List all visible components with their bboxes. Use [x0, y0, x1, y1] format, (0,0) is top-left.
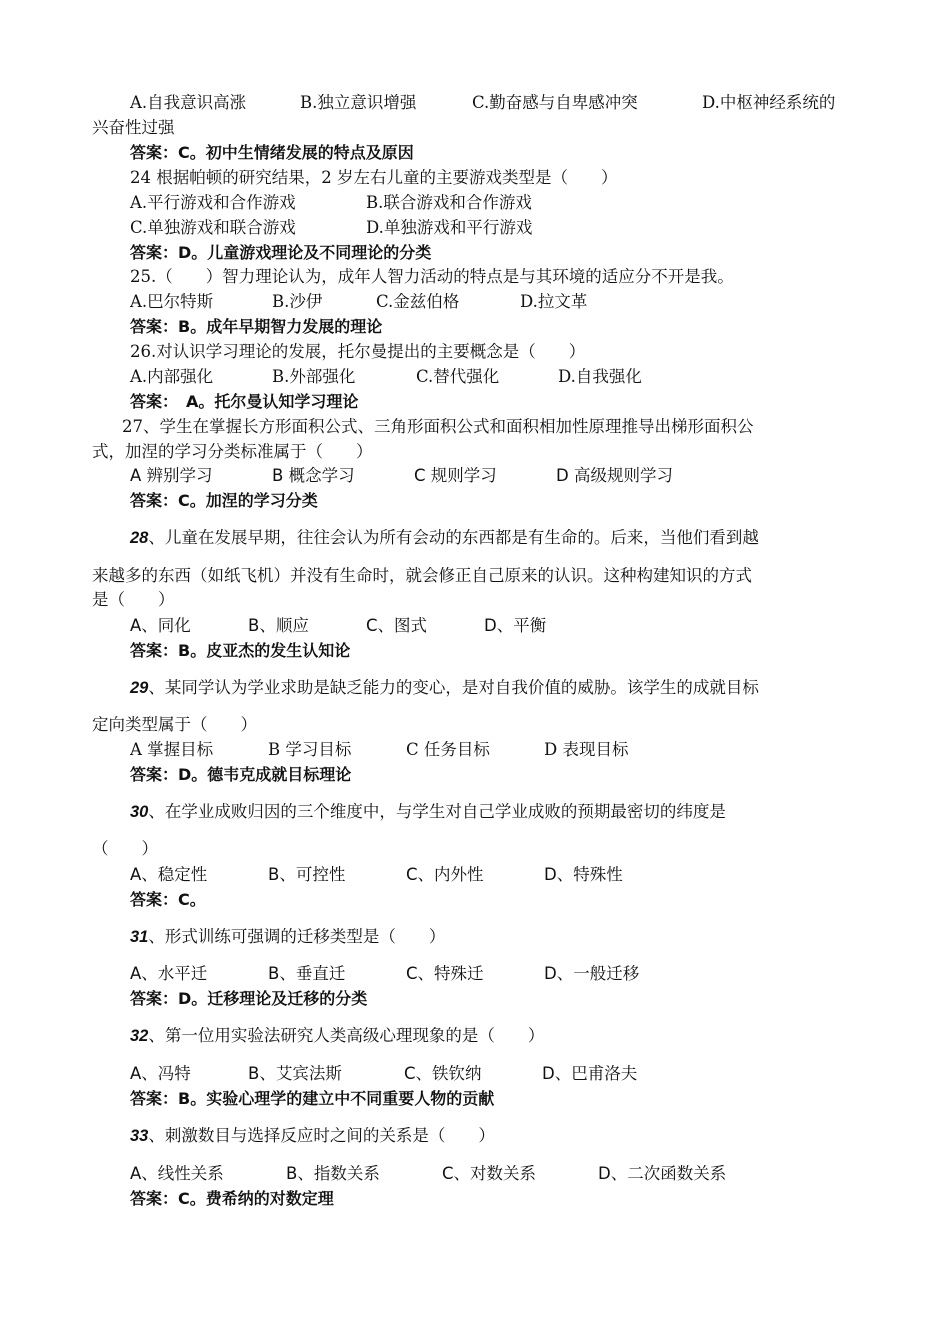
q23-option-c: C.勤奋感与自卑感冲突 — [472, 93, 638, 112]
q25-option-b: B.沙伊 — [272, 292, 323, 311]
q29-option-c: C 任务目标 — [406, 740, 490, 759]
q31-option-b: B、垂直迁 — [268, 964, 346, 983]
q29-answer: 答案：D。德韦克成就目标理论 — [130, 765, 352, 784]
q24-option-d: D.单独游戏和平行游戏 — [366, 218, 533, 237]
q28-stem-line3: 是（ ） — [92, 590, 175, 609]
q25-answer: 答案：B。成年早期智力发展的理论 — [130, 317, 383, 336]
q26-option-a: A.内部强化 — [130, 367, 214, 386]
q27-answer: 答案：C。加涅的学习分类 — [130, 491, 318, 510]
q27-option-c: C 规则学习 — [414, 466, 497, 485]
q29-stem-text: 、某同学认为学业求助是缺乏能力的变心，是对自我价值的威胁。该学生的成就目标 — [148, 678, 759, 697]
q30-option-c: C、内外性 — [406, 865, 484, 884]
q32-stem-line1 — [130, 1025, 544, 1047]
q27-option-b: B 概念学习 — [272, 466, 355, 485]
q31-stem-text: 、形式训练可强调的迁移类型是（ ） — [148, 927, 446, 946]
q28-option-c: C、图式 — [366, 616, 428, 635]
q30-stem-line1 — [130, 801, 726, 823]
q31-option-c: C、特殊迁 — [406, 964, 484, 983]
q30-number: 30 — [130, 803, 149, 821]
q32-option-a: A、冯特 — [130, 1064, 191, 1083]
q32-option-c: C、铁钦纳 — [404, 1064, 482, 1083]
q24-option-b: B.联合游戏和合作游戏 — [366, 193, 532, 212]
q26-answer: 答案： A。托尔曼认知学习理论 — [130, 392, 359, 411]
q32-option-b: B、艾宾法斯 — [248, 1064, 342, 1083]
q33-number: 33 — [130, 1127, 149, 1145]
q27-option-d: D 高级规则学习 — [556, 466, 673, 485]
q23-option-a: A.自我意识高涨 — [130, 93, 247, 112]
q23-option-d-continuation: 兴奋性过强 — [92, 118, 175, 137]
q26-option-c: C.替代强化 — [416, 367, 500, 386]
q27-stem-line2: 式，加涅的学习分类标准属于（ ） — [92, 442, 373, 461]
q29-stem-line1 — [130, 677, 759, 699]
q33-answer: 答案：C。费希纳的对数定理 — [130, 1189, 334, 1208]
q29-option-b: B 学习目标 — [268, 740, 352, 759]
q26-stem: 26.对认识学习理论的发展，托尔曼提出的主要概念是（ ） — [130, 342, 586, 361]
q28-answer: 答案：B。皮亚杰的发生认知论 — [130, 641, 351, 660]
q32-option-d: D、巴甫洛夫 — [542, 1064, 638, 1083]
q25-stem: 25.（ ）智力理论认为，成年人智力活动的特点是与其环境的适应分不开是我。 — [130, 267, 734, 286]
q31-number: 31 — [130, 928, 149, 946]
q32-answer: 答案：B。实验心理学的建立中不同重要人物的贡献 — [130, 1089, 495, 1108]
q25-option-c: C.金兹伯格 — [376, 292, 460, 311]
q23-answer: 答案：C。初中生情绪发展的特点及原因 — [130, 143, 414, 162]
q29-option-a: A 掌握目标 — [130, 740, 214, 759]
q28-stem-line1 — [130, 527, 759, 549]
q24-answer: 答案：D。儿童游戏理论及不同理论的分类 — [130, 243, 432, 262]
q33-option-d: D、二次函数关系 — [598, 1164, 727, 1183]
q28-option-b: B、顺应 — [248, 616, 309, 635]
q28-stem-line2: 来越多的东西（如纸飞机）并没有生命时，就会修正自己原来的认识。这种构建知识的方式 — [92, 566, 752, 585]
q30-stem-line2: （ ） — [92, 839, 158, 858]
q30-answer: 答案：C。 — [130, 890, 206, 909]
q33-option-a: A、线性关系 — [130, 1164, 224, 1183]
q29-stem-line2: 定向类型属于（ ） — [92, 715, 257, 734]
q29-number: 29 — [130, 679, 149, 697]
q33-stem-text: 、刺激数目与选择反应时之间的关系是（ ） — [148, 1126, 495, 1145]
q28-stem-text: 、儿童在发展早期，往往会认为所有会动的东西都是有生命的。后来，当他们看到越 — [148, 528, 759, 547]
q31-stem-line1 — [130, 926, 445, 948]
q31-option-d: D、一般迁移 — [544, 964, 640, 983]
q31-option-a: A、水平迁 — [130, 964, 208, 983]
q33-option-c: C、对数关系 — [442, 1164, 537, 1183]
q23-option-d: D.中枢神经系统的 — [702, 93, 836, 112]
q25-option-d: D.拉文革 — [520, 292, 588, 311]
q29-option-d: D 表现目标 — [544, 740, 629, 759]
q27-option-a: A 辨别学习 — [130, 466, 213, 485]
q25-option-a: A.巴尔特斯 — [130, 292, 214, 311]
q27-stem-line1: 27、学生在掌握长方形面积公式、三角形面积公式和面积相加性原理推导出梯形面积公 — [122, 417, 754, 436]
q33-stem-line1 — [130, 1125, 495, 1147]
q32-stem-text: 、第一位用实验法研究人类高级心理现象的是（ ） — [148, 1026, 545, 1045]
q28-number: 28 — [130, 529, 149, 547]
q24-option-c: C.单独游戏和联合游戏 — [130, 218, 296, 237]
q23-option-b: B.独立意识增强 — [300, 93, 417, 112]
q31-answer: 答案：D。迁移理论及迁移的分类 — [130, 989, 368, 1008]
q28-option-d: D、平衡 — [484, 616, 547, 635]
q26-option-b: B.外部强化 — [272, 367, 356, 386]
q24-option-a: A.平行游戏和合作游戏 — [130, 193, 296, 212]
q28-option-a: A、同化 — [130, 616, 191, 635]
q33-option-b: B、指数关系 — [286, 1164, 380, 1183]
q30-stem-text: 、在学业成败归因的三个维度中，与学生对自己学业成败的预期最密切的纬度是 — [148, 802, 726, 821]
q30-option-b: B、可控性 — [268, 865, 346, 884]
q30-option-d: D、特殊性 — [544, 865, 623, 884]
q24-stem: 24 根据帕顿的研究结果，2 岁左右儿童的主要游戏类型是（ ） — [130, 168, 618, 187]
q30-option-a: A、稳定性 — [130, 865, 208, 884]
q32-number: 32 — [130, 1027, 149, 1045]
q26-option-d: D.自我强化 — [558, 367, 642, 386]
